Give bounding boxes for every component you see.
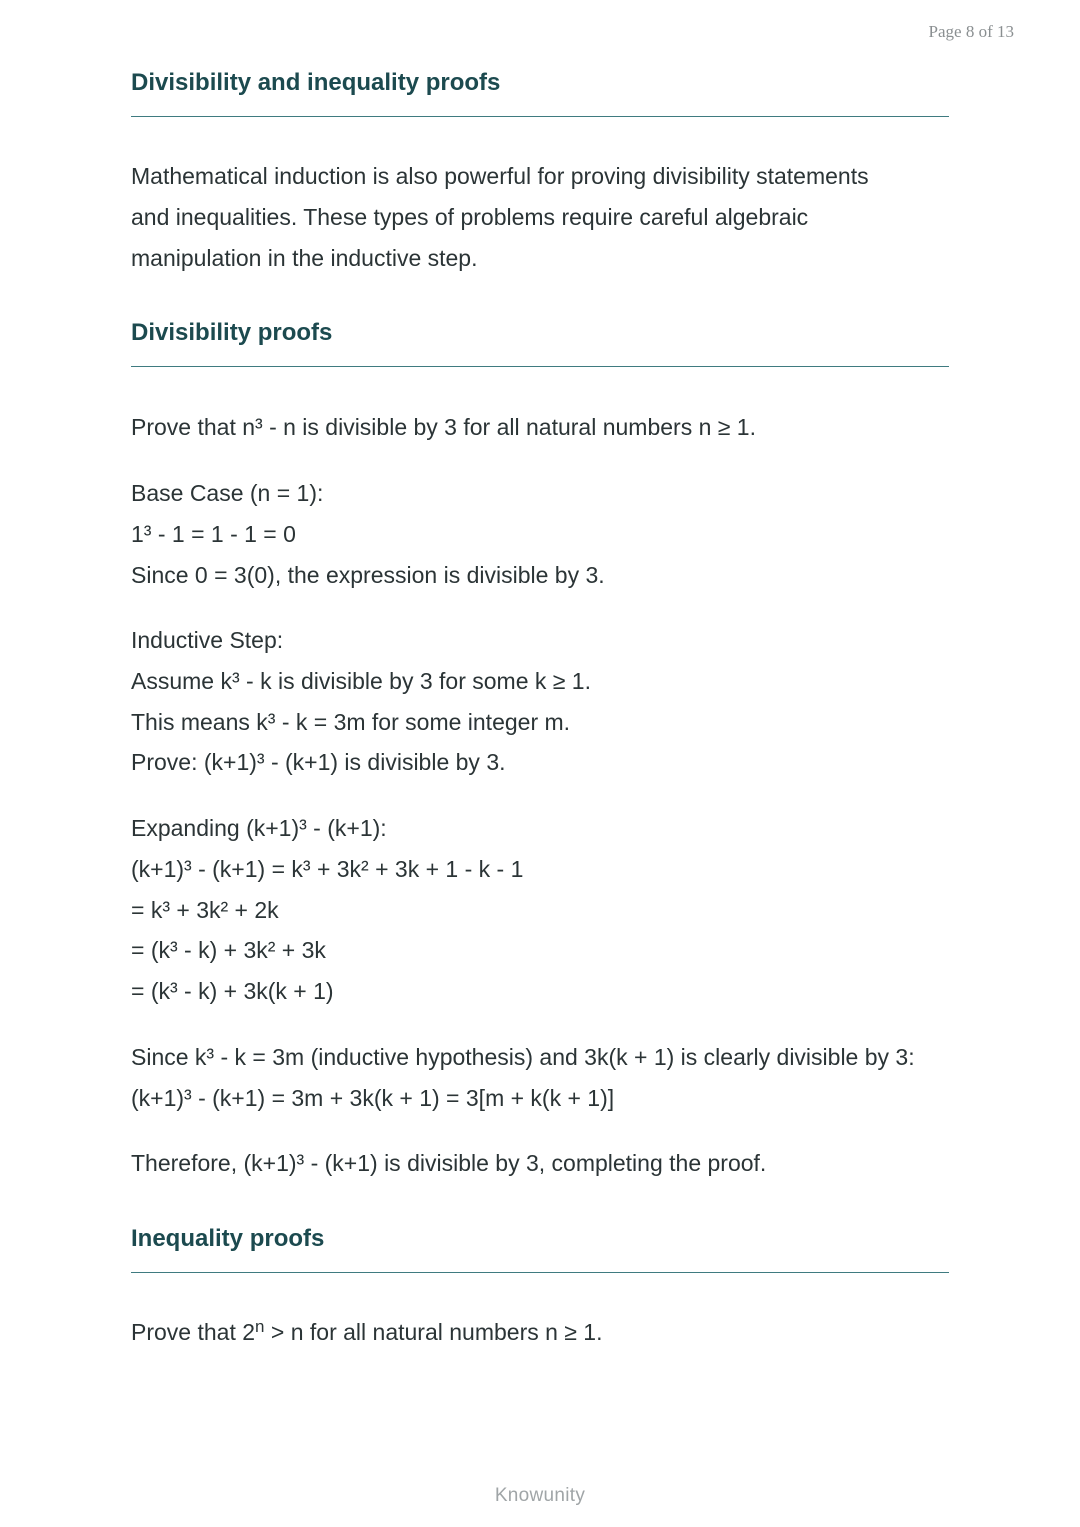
divisibility-statement bbox=[131, 407, 931, 448]
conclusion-paragraph bbox=[131, 1143, 931, 1184]
conclusion-line: Therefore, (k+1)³ - (k+1) is divisible by 3, completing the proof. bbox=[131, 1150, 767, 1176]
inductive-step-line: Assume k³ - k is divisible by 3 for some k ≥ 1. bbox=[131, 667, 591, 694]
inequality-suffix: > n for all natural numbers n ≥ 1. bbox=[264, 1319, 603, 1345]
expanding-line: Expanding (k+1)³ - (k+1): bbox=[131, 815, 387, 841]
base-case-block bbox=[131, 473, 931, 595]
inductive-step-line: Inductive Step: bbox=[131, 627, 284, 653]
section-divider bbox=[131, 1272, 949, 1273]
section-divider bbox=[131, 116, 949, 117]
expanding-line: = (k³ - k) + 3k(k + 1) bbox=[131, 978, 334, 1005]
inductive-step-block bbox=[131, 620, 931, 783]
base-case-line: Since 0 = 3(0), the expression is divisible by 3. bbox=[131, 561, 605, 588]
inductive-step-line: Prove: (k+1)³ - (k+1) is divisible by 3. bbox=[131, 749, 506, 776]
intro-line: and inequalities. These types of problems require careful algebraic bbox=[131, 203, 809, 230]
intro-line: Mathematical induction is also powerful for proving divisibility statements bbox=[131, 163, 869, 189]
statement-line: Prove that n³ - n is divisible by 3 for all natural numbers n ≥ 1. bbox=[131, 414, 756, 440]
since-line: (k+1)³ - (k+1) = 3m + 3k(k + 1) = 3[m + k(k + 1)] bbox=[131, 1084, 615, 1111]
section-title-divisibility-and-inequality: Divisibility and inequality proofs bbox=[131, 69, 501, 96]
page-number: Page 8 of 13 bbox=[928, 22, 1014, 41]
inductive-step-line: This means k³ - k = 3m for some integer m. bbox=[131, 708, 571, 735]
intro-paragraph bbox=[131, 156, 931, 278]
since-line: Since k³ - k = 3m (inductive hypothesis) and 3k(k + 1) is clearly divisible by 3: bbox=[131, 1044, 915, 1070]
inequality-statement-line bbox=[131, 1312, 931, 1353]
inequality-prefix: Prove that 2 bbox=[131, 1319, 256, 1345]
inequality-exponent: n bbox=[255, 1317, 265, 1336]
intro-line: manipulation in the inductive step. bbox=[131, 244, 478, 271]
expanding-line: (k+1)³ - (k+1) = k³ + 3k² + 3k + 1 - k - 1 bbox=[131, 855, 524, 882]
expanding-block bbox=[131, 808, 931, 1012]
section-title-divisibility-proofs: Divisibility proofs bbox=[131, 319, 333, 346]
expanding-line: = k³ + 3k² + 2k bbox=[131, 896, 279, 923]
section-divider bbox=[131, 366, 949, 367]
section-title-inequality-proofs: Inequality proofs bbox=[131, 1225, 325, 1252]
expanding-line: = (k³ - k) + 3k² + 3k bbox=[131, 937, 326, 964]
since-block bbox=[131, 1037, 931, 1119]
base-case-line: 1³ - 1 = 1 - 1 = 0 bbox=[131, 520, 296, 547]
base-case-line: Base Case (n = 1): bbox=[131, 480, 324, 506]
knowunity-watermark: Knowunity bbox=[494, 1485, 586, 1506]
inequality-statement bbox=[131, 1312, 931, 1353]
